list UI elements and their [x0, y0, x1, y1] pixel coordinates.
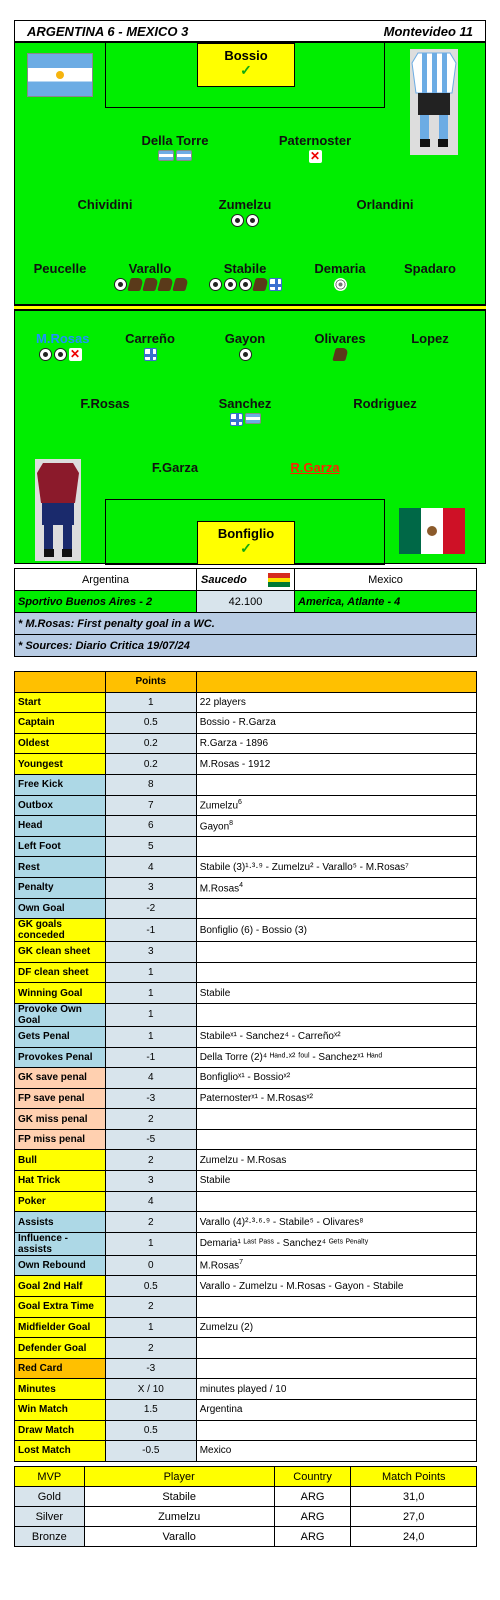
points-value: 1 — [105, 1003, 196, 1026]
points-detail: Stabile (3)¹·³·⁹ - Zumelzu² - Varallo⁵ - M.Rosas⁷ — [196, 857, 476, 878]
points-detail: Gayon$^8$ — [196, 816, 476, 837]
points-category: Gets Penal — [15, 1026, 106, 1047]
points-row — [15, 1338, 477, 1359]
points-value: -1 — [105, 1047, 196, 1068]
points-value: 3 — [105, 877, 196, 898]
points-row — [15, 1171, 477, 1192]
points-category: Youngest — [15, 754, 106, 775]
mvp-table — [14, 1466, 477, 1547]
points-category: Penalty — [15, 877, 106, 898]
gk-box-argentina — [197, 43, 295, 87]
points-row — [15, 1109, 477, 1130]
points-value: 4 — [105, 857, 196, 878]
points-category: Assists — [15, 1212, 106, 1233]
match-info-table — [14, 568, 477, 657]
note-sources: * Sources: Diario Critica 19/07/24 — [15, 635, 477, 657]
points-category: GK goals conceded — [15, 919, 106, 942]
note-penalty: * M.Rosas: First penalty goal in a WC. — [15, 613, 477, 635]
gk-name-argentina: Bossio — [224, 48, 268, 63]
points-category: FP miss penal — [15, 1129, 106, 1150]
points-row — [15, 713, 477, 734]
check-icon: ✓ — [240, 62, 252, 78]
attendance: 42.100 — [197, 591, 295, 613]
points-value: 1 — [105, 1026, 196, 1047]
points-detail — [196, 1129, 476, 1150]
points-category: Midfielder Goal — [15, 1317, 106, 1338]
points-detail — [196, 836, 476, 857]
points-detail: 22 players — [196, 692, 476, 713]
points-row — [15, 754, 477, 775]
points-value: 5 — [105, 836, 196, 857]
cross-flag-icon — [144, 348, 157, 361]
mvp-header: Country — [274, 1467, 351, 1487]
points-row — [15, 1317, 477, 1338]
mvp-cell: Stabile — [84, 1487, 274, 1507]
points-detail: Zumelzu - M.Rosas — [196, 1150, 476, 1171]
points-detail: Varallo (4)²·³·⁶·⁹ - Stabile⁵ - Olivares⁸ — [196, 1212, 476, 1233]
boot-icon — [127, 278, 143, 291]
player-icons — [185, 214, 305, 228]
points-value: -2 — [105, 898, 196, 919]
player-name: Stabile — [223, 261, 267, 276]
player-name: Carreño — [125, 331, 175, 346]
cross-icon: ✕ — [309, 149, 321, 163]
player-name: Demaria — [314, 261, 366, 276]
mvp-cell: 24,0 — [351, 1527, 477, 1547]
player-name: Olivares — [314, 331, 366, 346]
mvp-cell: ARG — [274, 1487, 351, 1507]
match-venue: Montevideo 11 — [383, 24, 473, 39]
mvp-cell: Varallo — [84, 1527, 274, 1547]
points-row — [15, 1068, 477, 1089]
points-detail — [196, 962, 476, 983]
points-detail: M.Rosas - 1912 — [196, 754, 476, 775]
ball-icon — [54, 348, 67, 361]
mvp-row — [15, 1507, 477, 1527]
points-detail: Bonfiglioˣ¹ - Bossioˣ² — [196, 1068, 476, 1089]
ball-icon — [246, 214, 259, 227]
points-row — [15, 692, 477, 713]
flag-icon — [176, 150, 192, 161]
mvp-cell: Bronze — [15, 1527, 85, 1547]
points-value: 0 — [105, 1255, 196, 1276]
points-detail: Varallo - Zumelzu - M.Rosas - Gayon - Stabile — [196, 1276, 476, 1297]
player-name: F.Garza — [151, 460, 199, 475]
points-row — [15, 919, 477, 942]
points-value: 0.2 — [105, 733, 196, 754]
points-row — [15, 836, 477, 857]
ball-icon — [239, 348, 252, 361]
player-icons — [280, 348, 400, 362]
points-detail — [196, 1420, 476, 1441]
points-category: Red Card — [15, 1358, 106, 1379]
points-value: 1.5 — [105, 1400, 196, 1421]
points-category: Rest — [15, 857, 106, 878]
points-row — [15, 1191, 477, 1212]
points-detail — [196, 942, 476, 963]
home-clubs: Sportivo Buenos Aires - 2 — [15, 591, 197, 613]
player-name: Varallo — [128, 261, 172, 276]
points-value: 1 — [105, 983, 196, 1004]
points-row — [15, 1150, 477, 1171]
away-team: Mexico — [295, 569, 477, 591]
points-category: Win Match — [15, 1400, 106, 1421]
points-detail: Argentina — [196, 1400, 476, 1421]
points-value: 3 — [105, 942, 196, 963]
referee: Saucedo — [197, 569, 295, 591]
points-detail: minutes played / 10 — [196, 1379, 476, 1400]
points-header-blank — [15, 672, 106, 693]
points-detail — [196, 1003, 476, 1026]
points-category: Own Rebound — [15, 1255, 106, 1276]
points-row — [15, 1003, 477, 1026]
ball-icon — [231, 214, 244, 227]
mvp-header: Match Points — [351, 1467, 477, 1487]
player-name: Rodriguez — [353, 396, 417, 411]
ball-icon — [114, 278, 127, 291]
player-name: F.Rosas — [80, 396, 130, 411]
player-icons — [115, 150, 235, 164]
points-value: X / 10 — [105, 1379, 196, 1400]
points-value: 4 — [105, 1068, 196, 1089]
player-name: Peucelle — [33, 261, 87, 276]
player-name: Orlandini — [356, 197, 414, 212]
player-name: M.Rosas — [36, 331, 90, 346]
player-icons — [280, 278, 400, 292]
points-value: 1 — [105, 692, 196, 713]
boot-icon — [252, 278, 268, 291]
points-value: -0.5 — [105, 1441, 196, 1462]
points-row — [15, 816, 477, 837]
points-category: Free Kick — [15, 774, 106, 795]
mvp-row — [15, 1487, 477, 1507]
points-row — [15, 733, 477, 754]
points-value: 1 — [105, 1232, 196, 1255]
points-detail: M.Rosas$^4$ — [196, 877, 476, 898]
points-value: 8 — [105, 774, 196, 795]
points-row — [15, 1379, 477, 1400]
points-row — [15, 1212, 477, 1233]
points-row — [15, 942, 477, 963]
points-header-blank — [196, 672, 476, 693]
points-row — [15, 1047, 477, 1068]
points-detail: M.Rosas$^7$ — [196, 1255, 476, 1276]
mvp-row — [15, 1527, 477, 1547]
argentina-kit-icon — [410, 49, 458, 155]
points-value: 2 — [105, 1297, 196, 1318]
points-row — [15, 1441, 477, 1462]
points-detail: Mexico — [196, 1441, 476, 1462]
points-category: Bull — [15, 1150, 106, 1171]
player-name: Lopez — [411, 331, 449, 346]
points-value: 2 — [105, 1150, 196, 1171]
points-category: DF clean sheet — [15, 962, 106, 983]
points-row — [15, 1129, 477, 1150]
points-detail: R.Garza - 1896 — [196, 733, 476, 754]
player-name: R.Garza — [290, 460, 340, 475]
points-detail: Demaria¹ ᴸᵃˢᵗ ᴾᵃˢˢ - Sanchez⁴ ᴳᵉᵗˢ ᴾᵉⁿᵃˡᵗʸ — [196, 1232, 476, 1255]
argentina-flag-icon — [27, 53, 93, 97]
points-category: Draw Match — [15, 1420, 106, 1441]
cross-icon: ✕ — [69, 347, 81, 361]
mvp-cell: ARG — [274, 1507, 351, 1527]
points-value: 1 — [105, 962, 196, 983]
mexico-kit-icon — [35, 459, 81, 561]
points-row — [15, 1088, 477, 1109]
player-name: Gayon — [224, 331, 266, 346]
points-category: Winning Goal — [15, 983, 106, 1004]
ball-icon — [209, 278, 222, 291]
points-value: 2 — [105, 1338, 196, 1359]
points-detail — [196, 1109, 476, 1130]
player-name: Della Torre — [141, 133, 209, 148]
ball-icon — [224, 278, 237, 291]
points-value: -1 — [105, 919, 196, 942]
points-detail: Paternosterˣ¹ - M.Rosasˣ² — [196, 1088, 476, 1109]
ball-icon — [239, 278, 252, 291]
points-category: Left Foot — [15, 836, 106, 857]
player-name: Chividini — [77, 197, 133, 212]
points-category: Head — [15, 816, 106, 837]
points-value: 4 — [105, 1191, 196, 1212]
points-detail: Della Torre (2)⁴ ᴴᵃⁿᵈ·ˣ² ᶠᵒᵘˡ - Sanchezˣ¹ ᴴᵃⁿᵈ — [196, 1047, 476, 1068]
points-row — [15, 1400, 477, 1421]
points-value: 0.2 — [105, 754, 196, 775]
cross-flag-icon — [230, 413, 243, 426]
mvp-header: Player — [84, 1467, 274, 1487]
points-value: 0.5 — [105, 713, 196, 734]
points-table — [14, 671, 477, 1462]
points-row — [15, 877, 477, 898]
points-category: GK miss penal — [15, 1109, 106, 1130]
points-category: Defender Goal — [15, 1338, 106, 1359]
points-detail — [196, 1338, 476, 1359]
points-detail: Stabileˣ¹ - Sanchez⁴ - Carreñoˣ² — [196, 1026, 476, 1047]
points-category: Outbox — [15, 795, 106, 816]
mvp-cell: 31,0 — [351, 1487, 477, 1507]
boot-icon — [157, 278, 173, 291]
points-value: 0.5 — [105, 1276, 196, 1297]
points-category: Provoke Own Goal — [15, 1003, 106, 1026]
points-detail: Bossio - R.Garza — [196, 713, 476, 734]
target-icon — [334, 278, 347, 291]
points-row — [15, 1420, 477, 1441]
mvp-cell: 27,0 — [351, 1507, 477, 1527]
points-detail: Stabile — [196, 983, 476, 1004]
points-value: 1 — [105, 1317, 196, 1338]
points-category: GK clean sheet — [15, 942, 106, 963]
points-category: Provokes Penal — [15, 1047, 106, 1068]
player-name: Spadaro — [403, 261, 456, 276]
points-category: Own Goal — [15, 898, 106, 919]
points-row — [15, 795, 477, 816]
points-value: 2 — [105, 1212, 196, 1233]
boot-icon — [332, 348, 348, 361]
gk-name-mexico: Bonfiglio — [217, 526, 275, 541]
points-detail: Stabile — [196, 1171, 476, 1192]
mvp-cell: ARG — [274, 1527, 351, 1547]
mvp-cell: Gold — [15, 1487, 85, 1507]
points-category: Goal Extra Time — [15, 1297, 106, 1318]
points-row — [15, 1358, 477, 1379]
points-row — [15, 857, 477, 878]
points-detail — [196, 1358, 476, 1379]
points-row — [15, 1232, 477, 1255]
mexico-flag-icon — [399, 508, 465, 554]
points-category: FP save penal — [15, 1088, 106, 1109]
points-detail — [196, 1297, 476, 1318]
points-value: -3 — [105, 1358, 196, 1379]
points-value: 2 — [105, 1109, 196, 1130]
points-header: Points — [105, 672, 196, 693]
points-category: Captain — [15, 713, 106, 734]
check-icon: ✓ — [240, 540, 252, 556]
points-detail — [196, 898, 476, 919]
player-icons — [255, 150, 375, 164]
gk-box-mexico — [197, 521, 295, 565]
match-header — [14, 20, 486, 42]
points-value: 3 — [105, 1171, 196, 1192]
points-category: Influence - assists — [15, 1232, 106, 1255]
player-icons — [185, 413, 305, 427]
mvp-header: MVP — [15, 1467, 85, 1487]
points-category: Oldest — [15, 733, 106, 754]
bolivia-flag-icon — [268, 573, 290, 587]
points-row — [15, 1026, 477, 1047]
points-category: Start — [15, 692, 106, 713]
home-team: Argentina — [15, 569, 197, 591]
points-value: -3 — [105, 1088, 196, 1109]
points-value: 0.5 — [105, 1420, 196, 1441]
match-title: ARGENTINA 6 - MEXICO 3 — [27, 24, 189, 39]
flag-icon — [158, 150, 174, 161]
points-category: Goal 2nd Half — [15, 1276, 106, 1297]
points-detail: Zumelzu$^6$ — [196, 795, 476, 816]
mvp-cell: Zumelzu — [84, 1507, 274, 1527]
points-category: Lost Match — [15, 1441, 106, 1462]
flag-icon — [245, 413, 261, 424]
points-category: Poker — [15, 1191, 106, 1212]
points-value: 7 — [105, 795, 196, 816]
points-row — [15, 898, 477, 919]
points-row — [15, 1255, 477, 1276]
boot-icon — [142, 278, 158, 291]
player-name: Sanchez — [218, 396, 272, 411]
points-row — [15, 983, 477, 1004]
points-row — [15, 774, 477, 795]
points-value: -5 — [105, 1129, 196, 1150]
points-detail — [196, 774, 476, 795]
points-detail: Bonfiglio (6) - Bossio (3) — [196, 919, 476, 942]
points-value: 6 — [105, 816, 196, 837]
points-category: GK save penal — [15, 1068, 106, 1089]
points-detail — [196, 1191, 476, 1212]
player-name: Paternoster — [278, 133, 352, 148]
away-clubs: America, Atlante - 4 — [295, 591, 477, 613]
points-row — [15, 1276, 477, 1297]
points-category: Minutes — [15, 1379, 106, 1400]
points-row — [15, 962, 477, 983]
player-name: Zumelzu — [218, 197, 272, 212]
ball-icon — [39, 348, 52, 361]
points-row — [15, 1297, 477, 1318]
mvp-cell: Silver — [15, 1507, 85, 1527]
points-detail: Zumelzu (2) — [196, 1317, 476, 1338]
points-category: Hat Trick — [15, 1171, 106, 1192]
